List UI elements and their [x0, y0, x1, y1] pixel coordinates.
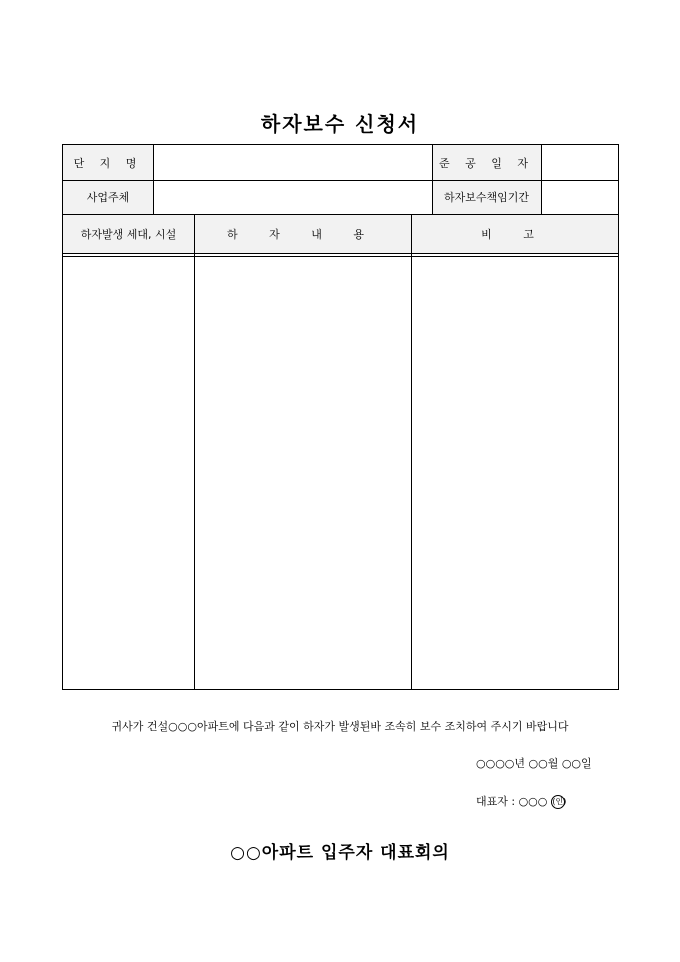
complex-name-field[interactable]	[153, 145, 432, 180]
row-divider	[63, 214, 618, 215]
operator-field[interactable]	[153, 180, 432, 214]
date-line: ○○○○년 ○○월 ○○일	[476, 757, 592, 770]
completion-date-label: 준 공 일 자	[432, 145, 541, 180]
completion-date-field[interactable]	[541, 145, 618, 180]
request-notice: 귀사가 건설○○○아파트에 다음과 같이 하자가 발생된바 조속히 보수 조치하여 주시기 바랍니다	[111, 720, 569, 733]
warranty-period-label: 하자보수책임기간	[432, 180, 541, 214]
column-header-location: 하자발생 세대, 시설	[63, 214, 194, 253]
row-divider	[63, 180, 618, 181]
column-header-remarks: 비 고	[411, 214, 618, 253]
column-divider	[541, 145, 542, 214]
warranty-period-field[interactable]	[541, 180, 618, 214]
remarks-entry-area[interactable]	[411, 256, 618, 689]
page-title: 하자보수 신청서	[260, 112, 420, 136]
complex-name-label: 단 지 명	[63, 145, 153, 180]
column-divider	[194, 214, 195, 689]
footer-organization: ○○아파트 입주자 대표회의	[230, 843, 450, 863]
defect-content-entry-area[interactable]	[194, 256, 411, 689]
request-form-table	[62, 144, 619, 690]
representative-line	[476, 793, 565, 809]
column-header-defect-content: 하 자 내 용	[194, 214, 411, 253]
header-divider	[63, 253, 618, 254]
seal-mark: (인)	[551, 795, 565, 809]
representative-label: 대표자 : ○○○	[476, 795, 548, 808]
column-divider	[411, 214, 412, 689]
column-divider	[432, 145, 433, 214]
operator-label: 사업주체	[63, 180, 153, 214]
location-entry-area[interactable]	[63, 256, 194, 689]
column-divider	[153, 145, 154, 214]
header-divider-double	[63, 256, 618, 257]
